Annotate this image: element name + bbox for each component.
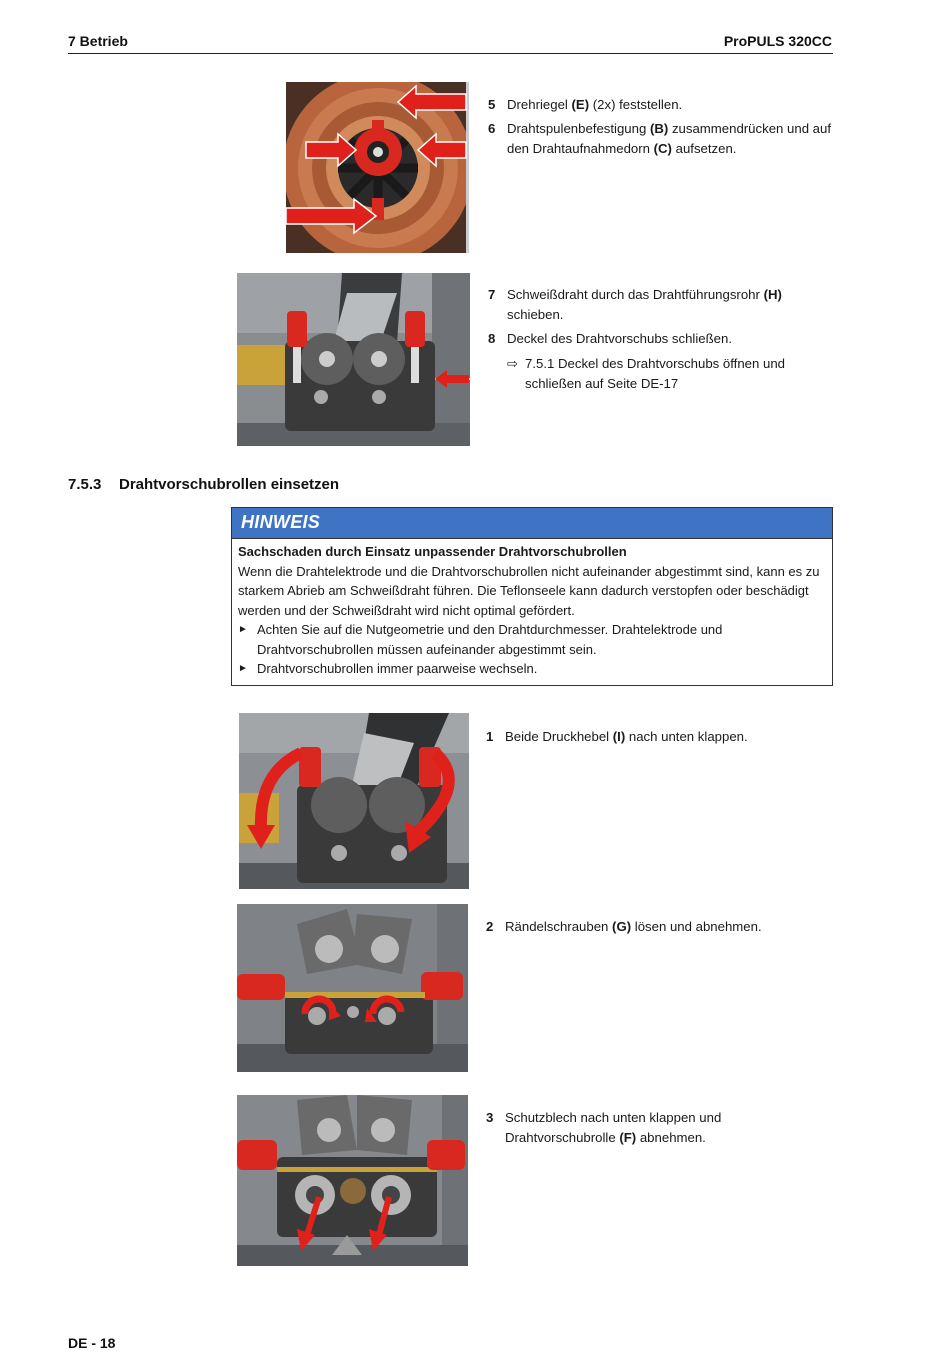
- bullet-icon: ►: [238, 663, 248, 674]
- notice-bullet: [238, 620, 828, 659]
- reference-link[interactable]: 7.5.1 Deckel des Drahtvorschubs öffnen und schließen auf Seite DE-17: [525, 356, 786, 391]
- step-number: 5: [488, 97, 496, 112]
- section-title: Drahtvorschubrollen einsetzen: [119, 476, 340, 493]
- product-name: ProPULS 320CC: [723, 33, 832, 49]
- wire-spool-photo: [286, 82, 469, 253]
- header-divider: [68, 53, 833, 54]
- step-text: Drehriegel (E) (2x) feststellen.: [507, 97, 683, 112]
- knurled-screws-photo: [237, 904, 468, 1072]
- notice-text: Wenn die Drahtelektrode und die Drahtvorschubrollen nicht aufeinander abgestimmt sind, kann es zu starkem Abrieb am Schweißdraht führen. Die Teflonseele kann dadurch verstopfen oder beschädigt werden und der Schweißdraht wird nicht optimal gefördert.: [238, 563, 820, 618]
- notice-heading: Sachschaden durch Einsatz unpassender Drahtvorschubrollen: [238, 544, 627, 559]
- step-text: Schutzblech nach unten klappen und Drahtvorschubrolle (F) abnehmen.: [505, 1110, 722, 1145]
- step-text: Rändelschrauben (G) lösen und abnehmen.: [505, 919, 762, 934]
- step-number: 1: [486, 729, 494, 744]
- step-2: [486, 917, 831, 937]
- notice-header: [232, 508, 832, 539]
- step-3: [486, 1108, 786, 1148]
- step-text: Drahtspulenbefestigung (B) zusammendrücken und auf den Drahtaufnahmedorn (C) aufsetzen.: [507, 121, 832, 156]
- step-number: 7: [488, 287, 496, 302]
- step-text: Beide Druckhebel (I) nach unten klappen.: [505, 729, 748, 744]
- step-text: Deckel des Drahtvorschubs schließen.: [507, 331, 733, 346]
- chapter-title: 7 Betrieb: [68, 33, 128, 49]
- step-5: [488, 95, 833, 115]
- notice-box: [231, 507, 833, 686]
- step-6: [488, 119, 833, 159]
- pressure-levers-photo: [239, 713, 469, 889]
- notice-body: [238, 542, 828, 679]
- step-number: 2: [486, 919, 494, 934]
- cross-reference[interactable]: [507, 354, 833, 394]
- wire-feeder-closed-photo: [237, 273, 470, 446]
- section-number: 7.5.3: [68, 476, 102, 493]
- notice-title: HINWEIS: [241, 512, 321, 532]
- step-7: [488, 285, 833, 325]
- step-text: Schweißdraht durch das Drahtführungsrohr (H) schieben.: [507, 287, 782, 322]
- step-number: 8: [488, 331, 496, 346]
- notice-bullet: [238, 659, 828, 679]
- bullet-icon: ►: [238, 624, 248, 635]
- page-number: DE - 18: [68, 1335, 116, 1351]
- step-number: 3: [486, 1110, 494, 1125]
- section-heading: [68, 476, 339, 493]
- feed-rollers-photo: [237, 1095, 468, 1266]
- step-8: [488, 329, 833, 349]
- step-number: 6: [488, 121, 496, 136]
- bullet-text: Achten Sie auf die Nutgeometrie und den Drahtdurchmesser. Drahtelektrode und Drahtvorschubrollen müssen aufeinander abgestimmt sein.: [257, 622, 723, 657]
- step-1: [486, 727, 831, 747]
- reference-arrow-icon: ⇨: [507, 356, 519, 371]
- bullet-text: Drahtvorschubrollen immer paarweise wechseln.: [257, 661, 538, 676]
